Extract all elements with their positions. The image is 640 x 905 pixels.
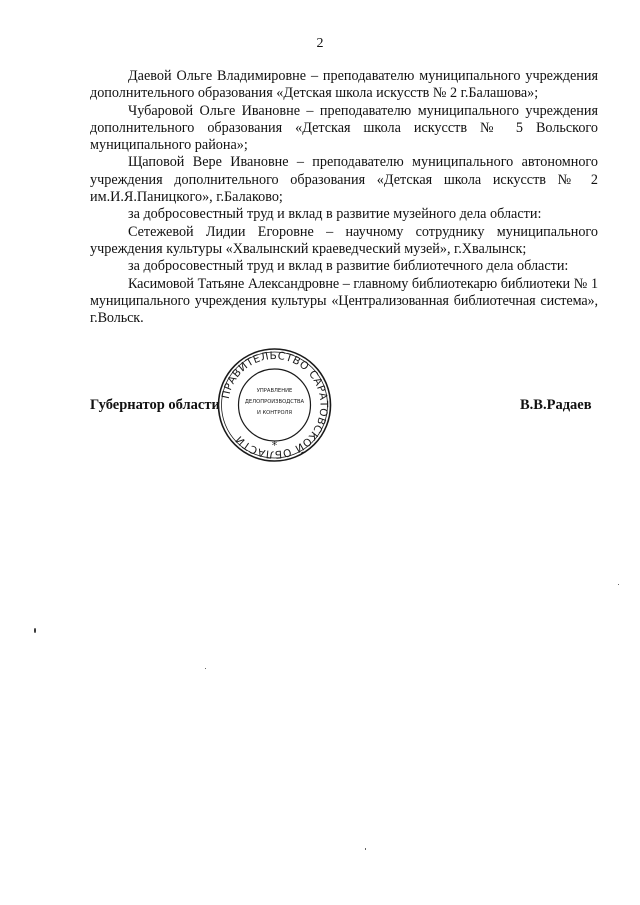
official-seal: [212, 345, 337, 465]
award-paragraph-shchapova: Щаповой Вере Ивановне – преподавателю муниципального автономного учреждения дополнительного образования «Детская школа искусств № 2 им.И.Я.Паницкого», г.Балаково;: [90, 154, 598, 206]
scan-speck: [205, 668, 206, 669]
page-number: 2: [316, 36, 324, 51]
award-paragraph-chubarova: Чубаровой Ольге Ивановне – преподавателю муниципального учреждения дополнительного образования «Детская школа искусств № 5 Вольского муниципального района»;: [90, 102, 598, 154]
seal-ring-text: ПРАВИТЕЛЬСТВО САРАТОВСКОЙ ОБЛАСТИ: [219, 349, 330, 461]
document-body: [90, 68, 598, 327]
seal-star-icon: *: [271, 439, 278, 452]
scan-speck: [34, 628, 36, 633]
section-heading-library: за добросовестный труд и вклад в развитие библиотечного дела области:: [128, 258, 569, 275]
seal-inner-line-1: УПРАВЛЕНИЕ: [256, 388, 293, 394]
seal-inner-line-3: И КОНТРОЛЯ: [256, 410, 293, 416]
scan-speck: [365, 848, 366, 850]
signatory-title: Губернатор области: [90, 397, 220, 413]
scan-speck: [618, 584, 619, 585]
award-paragraph-kasimova: Касимовой Татьяне Александровне – главному библиотекарю библиотеки № 1 муниципального учреждения культуры «Централизованная библиотечная система», г.Вольск.: [90, 275, 598, 327]
seal-inner-line-2: ДЕЛОПРОИЗВОДСТВА: [244, 399, 305, 405]
section-heading-museum: за добросовестный труд и вклад в развитие музейного дела области:: [128, 206, 542, 223]
award-paragraph-daeva: Даевой Ольге Владимировне – преподавателю муниципального учреждения дополнительного образования «Детская школа искусств № 2 г.Балашова»;: [90, 68, 598, 102]
signature-block: [0, 345, 640, 465]
signatory-name: В.В.Радаев: [520, 397, 592, 413]
award-paragraph-setezheva: Сетежевой Лидии Егоровне – научному сотруднику муниципального учреждения культуры «Хвалынский краеведческий музей», г.Хвалынск;: [90, 223, 598, 257]
